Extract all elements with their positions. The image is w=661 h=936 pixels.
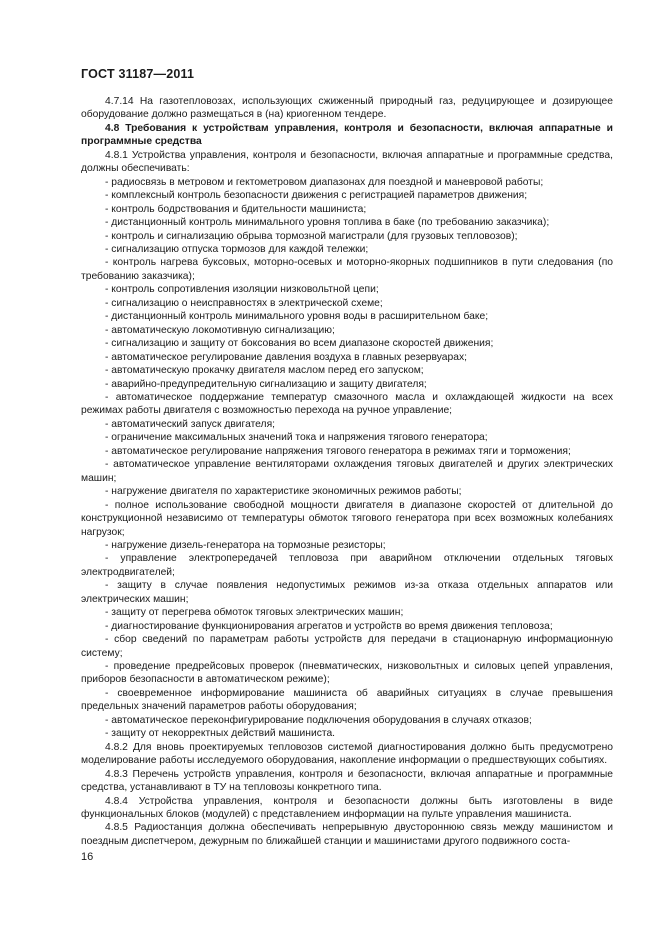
list-item: - защиту в случае появления недопустимых режимов из-за отказа отдельных аппаратов или электрических машин; [81, 580, 613, 605]
clause-4-8-3: 4.8.3 Перечень устройств управления, контроля и безопасности, включая аппаратные и программные средства, устанавливают в ТУ на тепловозы конкретного типа. [81, 768, 613, 794]
list-item: - защиту от некорректных действий машиниста. [105, 728, 336, 740]
list-item: - автоматическую прокачку двигателя маслом перед его запуском; [105, 365, 424, 377]
list-item: - автоматическое регулирование напряжения тягового генератора в режимах тяги и торможения; [105, 445, 571, 457]
list-item: - автоматическое поддержание температур смазочного масла и охлаждающей жидкости на всех режимах работы двигателя с возможностью перехода на ручное управление; [81, 391, 613, 417]
list-item: - дистанционный контроль минимального уровня воды в расширительном баке; [105, 311, 489, 323]
list-item: - сигнализацию о неисправностях в электрической схеме; [105, 297, 383, 309]
list-item: - автоматический запуск двигателя; [105, 418, 276, 430]
clause-4-8-2: 4.8.2 Для вновь проектируемых тепловозов системой диагностирования должно быть предусмотрено моделирование работы исследуемого оборудования, накопление информации о предшествующих событиях. [81, 741, 613, 767]
clause-4-8-4: 4.8.4 Устройства управления, контроля и безопасности должны быть изготовлены в виде функциональных блоков (модулей) с представлением информации на пульте управления машиниста. [81, 795, 613, 821]
list-item: - сигнализацию отпуска тормозов для каждой тележки; [105, 243, 369, 255]
list-item: - диагностирование функционирования агрегатов и устройств во время движения тепловоза; [105, 620, 553, 632]
list-item: - контроль нагрева буксовых, моторно-осевых и моторно-якорных подшипников в пути следования (по требованию заказчика); [81, 257, 613, 282]
list-item: - контроль и сигнализацию обрыва тормозной магистрали (для грузовых тепловозов); [105, 230, 518, 242]
list-item: - дистанционный контроль минимального уровня топлива в баке (по требованию заказчика); [105, 217, 550, 229]
list-item: - автоматическое переконфигурирование подключения оборудования в случаях отказов; [105, 714, 532, 726]
list-item: - сигнализацию и защиту от боксования во всем диапазоне скоростей движения; [105, 338, 494, 350]
list-item: - полное использование свободной мощности двигателя в диапазоне скоростей от длительной до конструкционной независимо от температуры обмоток тягового генератора при всех возможных колебаниях нагрузок; [81, 499, 613, 538]
list-item: - автоматическое управление вентиляторами охлаждения тяговых двигателей и других электрических машин; [81, 459, 613, 484]
document-header: ГОСТ 31187—2011 [81, 67, 195, 81]
clause-4-8-1: 4.8.1 Устройства управления, контроля и безопасности, включая аппаратные и программные средства, должны обеспечивать: [81, 149, 613, 175]
list-item: - контроль сопротивления изоляции низковольтной цепи; [105, 284, 379, 296]
list-item: - управление электропередачей тепловоза при аварийном отключении отдельных тяговых электродвигателей; [81, 553, 613, 578]
list-item: - аварийно-предупредительную сигнализацию и защиту двигателя; [105, 378, 427, 390]
document-body [81, 95, 613, 848]
section-heading-4-8: 4.8 Требования к устройствам управления, контроля и безопасности, включая аппаратные и программные средства [81, 122, 613, 148]
list-item: - нагружение дизель-генератора на тормозные резисторы; [105, 539, 386, 551]
list-item: - комплексный контроль безопасности движения с регистрацией параметров движения; [105, 190, 528, 202]
list-item: - ограничение максимальных значений тока и напряжения тягового генератора; [105, 432, 488, 444]
list-item: - защиту от перегрева обмоток тяговых электрических машин; [105, 607, 404, 619]
clause-4-7-14: 4.7.14 На газотепловозах, использующих сжиженный природный газ, редуцирующее и дозирующее оборудование должно размещаться в (на) криогенном тендере. [81, 96, 613, 121]
list-item: - сбор сведений по параметрам работы устройств для передачи в стационарную информационную систему; [81, 634, 613, 659]
page-number: 16 [81, 851, 94, 863]
list-item: - проведение предрейсовых проверок (пневматических, низковольтных и силовых цепей управления, приборов безопасности в автоматическом режиме); [81, 661, 613, 686]
list-item: - радиосвязь в метровом и гектометровом диапазонах для поездной и маневровой работы; [105, 176, 544, 188]
list-item: - автоматическую локомотивную сигнализацию; [105, 324, 335, 336]
list-item: - нагружение двигателя по характеристике экономичных режимов работы; [105, 486, 462, 498]
list-item: - автоматическое регулирование давления воздуха в главных резервуарах; [105, 351, 467, 363]
list-item: - своевременное информирование машиниста об аварийных ситуациях в случае превышения предельных значений параметров работы оборудования; [81, 687, 613, 713]
clause-4-8-5: 4.8.5 Радиостанция должна обеспечивать непрерывную двустороннюю связь между машинистом и поездным диспетчером, дежурным по ближайшей станции и машинистами другого подвижного соста- [81, 822, 613, 847]
list-item: - контроль бодрствования и бдительности машиниста; [105, 203, 367, 215]
